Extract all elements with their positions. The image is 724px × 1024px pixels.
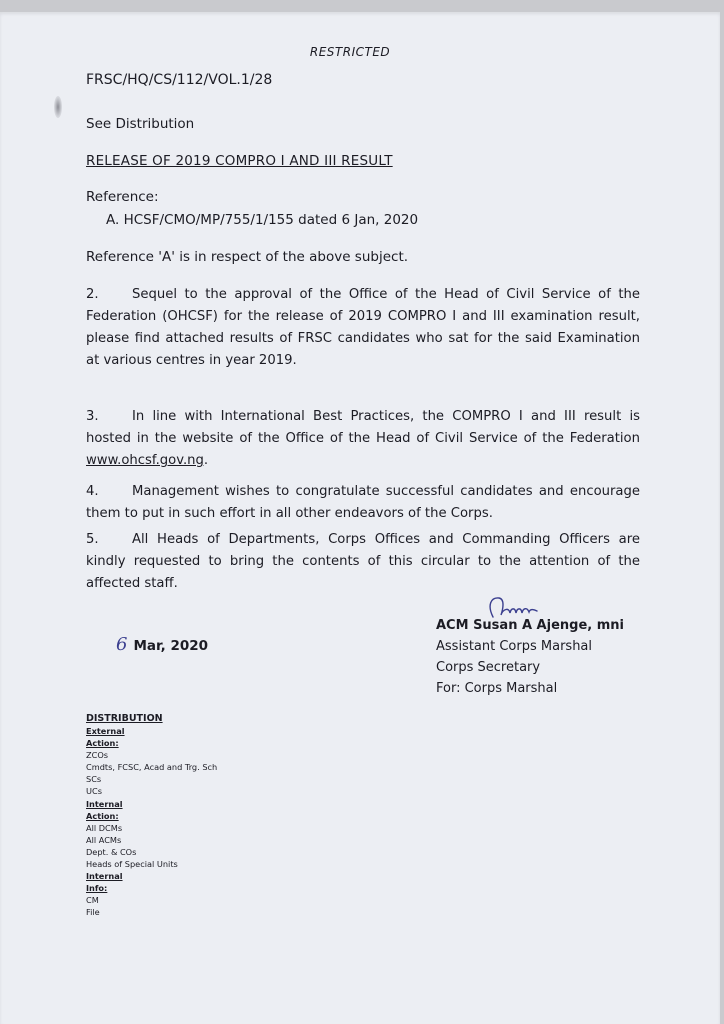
internal-label: Internal: [86, 798, 123, 809]
internal-action-label: Action:: [86, 810, 119, 821]
paragraph-number: 4.: [86, 484, 99, 499]
ohcsf-website-link[interactable]: www.ohcsf.gov.ng: [86, 453, 204, 468]
signatory-for: For: Corps Marshal: [436, 681, 558, 696]
handwritten-day: 6: [116, 634, 128, 655]
distribution-item: UCs: [86, 786, 102, 797]
distribution-heading: DISTRIBUTION: [86, 713, 163, 724]
distribution-item: All ACMs: [86, 834, 122, 845]
reference-label: Reference:: [86, 189, 159, 205]
distribution-item: Dept. & COs: [86, 846, 137, 857]
paragraph-3: [86, 406, 640, 472]
paragraph-number: 3.: [86, 409, 99, 424]
date-month-year: Mar, 2020: [133, 638, 209, 654]
paragraph-number: 2.: [86, 287, 99, 302]
reference-text: HCSF/CMO/MP/755/1/155 dated 6 Jan, 2020: [123, 212, 419, 228]
subject-title: RELEASE OF 2019 COMPRO I AND III RESULT: [86, 153, 393, 169]
signatory-rank: Assistant Corps Marshal: [436, 639, 593, 654]
paragraph-2: [86, 284, 640, 372]
signatory-position: Corps Secretary: [436, 660, 541, 675]
classification-marking: RESTRICTED: [309, 45, 391, 59]
internal-info-group-label: Internal: [86, 871, 123, 882]
paragraph-4: [86, 481, 640, 525]
reference-letter: A.: [106, 212, 120, 228]
letter-date: [116, 634, 208, 655]
distribution-list: [86, 712, 217, 919]
distribution-item: Cmdts, FCSC, Acad and Trg. Sch: [86, 762, 218, 773]
distribution-item: ZCOs: [86, 750, 109, 761]
document-page: [0, 12, 720, 1024]
scan-smudge: [54, 96, 62, 118]
external-label: External: [86, 726, 125, 736]
distribution-item: File: [86, 907, 100, 918]
reference-note: Reference 'A' is in respect of the above subject.: [86, 249, 409, 265]
distribution-item: SCs: [86, 774, 102, 785]
paragraph-text: Sequel to the approval of the Office of the Head of Civil Service of the Federation (OHCSF) for the release of 2019 COMPRO I and III examination result, please find attached results of FRSC candidates who sat for the said Examination at various centres in year 2019.: [86, 287, 640, 368]
paragraph-number: 5.: [86, 532, 99, 547]
external-action-label: Action:: [86, 738, 119, 749]
paragraph-text: Management wishes to congratulate successful candidates and encourage them to put in such effort in all other endeavors of the Corps.: [86, 484, 640, 521]
paragraph-5: [86, 529, 640, 595]
addressee: See Distribution: [86, 116, 195, 132]
distribution-item: CM: [86, 895, 99, 906]
signatory-name: ACM Susan A Ajenge, mni: [436, 618, 624, 633]
internal-info-label: Info:: [86, 883, 108, 894]
paragraph-suffix: .: [203, 453, 209, 468]
signature-block: [436, 615, 624, 699]
distribution-item: Heads of Special Units: [86, 859, 178, 870]
paragraph-text: All Heads of Departments, Corps Offices and Commanding Officers are kindly requested to bring the contents of this circular to the attention of the affected staff.: [86, 532, 640, 591]
distribution-item: All DCMs: [86, 822, 123, 833]
paragraph-text: In line with International Best Practices, the COMPRO I and III result is hosted in the website of the Office of the Head of Civil Service of the Federation: [86, 409, 640, 446]
file-reference-number: FRSC/HQ/CS/112/VOL.1/28: [86, 72, 273, 88]
reference-item-a: [106, 212, 418, 228]
